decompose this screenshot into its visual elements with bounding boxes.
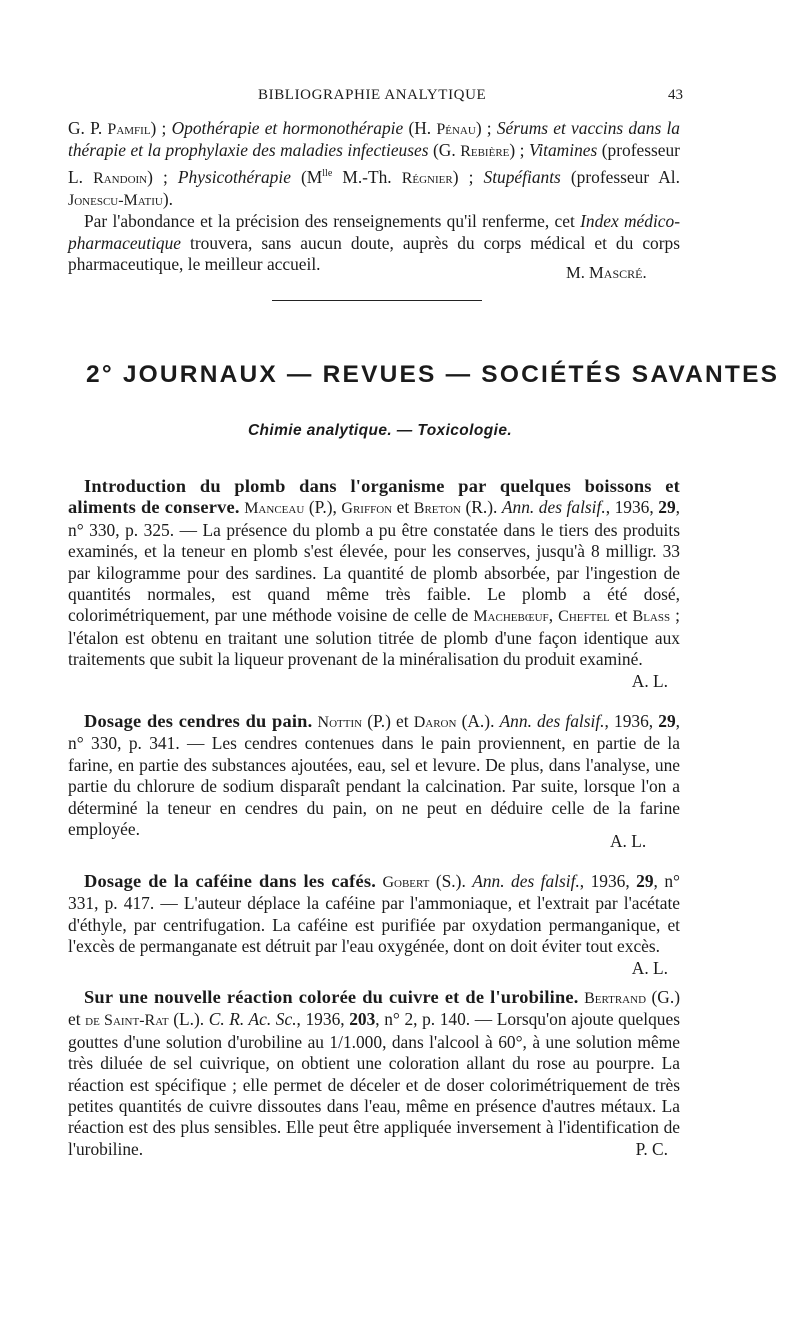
article-body: , xyxy=(548,605,559,626)
author-name: Régnier xyxy=(401,169,453,187)
intro-text: G. P. xyxy=(68,118,108,138)
citation-text: (P.) et xyxy=(362,711,414,731)
chapter-title: Stupéfiants xyxy=(483,166,561,187)
chapter-title: Opothérapie et hormonothérapie xyxy=(171,118,404,138)
author-name: Pénau xyxy=(436,121,476,138)
intro-text: ) ; xyxy=(150,118,172,138)
article-body: L'auteur déplace la caféine par l'ammoniaque, et l'extrait par l'acétate d'éthyle, par centrifugation. La caféine est purifiée par oxydation permanganique, et l'excès de permanganate est détruit par l'eau oxygénée, dont on doit éviter tout excès. xyxy=(68,893,680,957)
author-name: Gobert xyxy=(382,874,430,891)
intro-text: (H. xyxy=(403,118,437,138)
article-title: Introduction du plomb dans l'organisme par quelques boissons et aliments de conserve. xyxy=(68,476,680,518)
author-name: Cheftel xyxy=(558,608,610,626)
volume-number: 29 xyxy=(636,871,654,891)
intro-text: ) ; xyxy=(475,118,497,138)
intro-text: (G. xyxy=(428,140,461,161)
citation-text: , n° 330, p. 325. — xyxy=(68,497,681,540)
volume-number: 203 xyxy=(349,1009,376,1030)
author-name: Nottin xyxy=(317,714,363,731)
superscript: lle xyxy=(322,167,333,179)
intro-text: (professeur Al. xyxy=(560,166,680,187)
intro-text: M.-Th. xyxy=(332,166,402,187)
author-name: Bertrand xyxy=(584,990,647,1007)
article-body: ; l'étalon est obtenu en traitant une solution titrée de plomb d'une façon identique aux traitements que subit la liqueur provenant de la minéralisation du produit examiné. xyxy=(68,605,681,670)
intro-text: (professeur L. xyxy=(68,140,680,187)
reviewer-initials: A. L. xyxy=(610,831,647,851)
citation-text: (S.). xyxy=(429,871,473,891)
chapter-title: Vitamines xyxy=(528,140,598,161)
citation-text: (G.) et xyxy=(68,987,680,1030)
article-lead xyxy=(68,476,680,692)
citation-text: , n° 330, p. 341. — xyxy=(68,711,680,754)
volume-number: 29 xyxy=(658,711,676,731)
citation-text: (P.), xyxy=(304,497,342,518)
article-paragraph xyxy=(68,711,680,840)
citation-text: (R.). xyxy=(460,497,502,518)
subsection-heading: Chimie analytique. — Toxicologie. xyxy=(247,422,513,439)
intro-paragraph-1 xyxy=(68,118,680,211)
article-body: et xyxy=(609,605,633,626)
intro-text: Par l'abondance et la précision des renseignements qu'il renferme, cet xyxy=(84,211,581,232)
citation-text: , n° 331, p. 417. — xyxy=(68,871,680,914)
citation-text: , 1936, xyxy=(605,497,659,518)
author-name: Jonescu-Matiu xyxy=(68,192,163,210)
citation-text: (L.). xyxy=(168,1009,209,1030)
author-name: de Saint-Rat xyxy=(85,1012,169,1030)
article-urobilin xyxy=(68,987,680,1160)
reviewer-initials: A. L. xyxy=(631,957,668,978)
article-paragraph xyxy=(68,476,681,691)
page-number: 43 xyxy=(668,87,683,103)
author-name: Manceau xyxy=(244,500,305,518)
intro-review-block xyxy=(68,118,680,276)
citation-text: , 1936, xyxy=(296,1009,350,1030)
author-name: Griffon xyxy=(341,500,393,518)
article-body: Lorsqu'on ajoute quelques gouttes d'une solution d'urobiline au 1/1.000, dans l'alcool à 60°, à une solution même très diluée de sel cuivrique, on obtient une coloration allant du rose au pourpre. La réaction est spécifique ; elle permet de déceler et de doser colorimétriquement de très petites quantités de cuivre dissoutes dans l'eau, même en présence d'autres métaux. La réaction est des plus sensibles. Elle peut être appliquée inversement à l'identification de l'urobiline. xyxy=(68,1009,680,1159)
article-body: La présence du plomb a pu être constatée dans le tiers des produits examinés, et la teneur en plomb s'est élevée, pour les conserves, jusqu'à 8 milligr. 33 par kilogramme pour des sardines. La quantité de plomb absorbée, par l'ingestion de quantités normales, est quand même très faible. Le plomb a été dosé, colorimétriquement, par une méthode voisine de celle de xyxy=(68,519,680,626)
journal-name: Ann. des falsif. xyxy=(501,497,606,518)
intro-text: ) ; xyxy=(147,166,178,187)
journal-name: Ann. des falsif. xyxy=(472,871,580,891)
article-title: Dosage de la caféine dans les cafés. xyxy=(84,871,376,891)
reviewer-initials: A. L. xyxy=(631,670,668,691)
chapter-title: Physicothérapie xyxy=(177,166,291,187)
reviewer-signature: M. Mascré. xyxy=(566,263,647,282)
intro-text: ) ; xyxy=(452,166,484,187)
citation-text: et xyxy=(392,497,414,518)
author-name: Machebœuf xyxy=(473,608,549,626)
citation-text: (A.). xyxy=(456,711,500,731)
journal-name: Ann. des falsif. xyxy=(499,711,605,731)
citation-text: , 1936, xyxy=(604,711,659,731)
intro-text: ). xyxy=(162,189,173,210)
author-name: Randoin xyxy=(93,169,148,187)
author-name: Blass xyxy=(632,608,671,626)
book-title: Index médico-pharmaceutique xyxy=(68,211,681,253)
author-name: Daron xyxy=(413,714,457,731)
article-title: Sur une nouvelle réaction colorée du cuivre et de l'urobiline. xyxy=(84,987,579,1007)
chapter-title: Sérums et vaccins dans la thérapie et la prophylaxie des maladies infectieuses xyxy=(68,118,680,161)
reviewer-initials: P. C. xyxy=(635,1138,668,1159)
article-caffeine xyxy=(68,871,680,979)
article-paragraph xyxy=(68,871,680,978)
article-body: Les cendres contenues dans le pain proviennent, en partie de la farine, en partie des substances ajoutées, eau, sel et levure. De plus, dans l'analyse, une partie du chlorure de sodium disparaît pendant la calcination. Par suite, lorsque l'on a déterminé la teneur en cendres du pain, on ne peut en déduire celle de la farine employée. xyxy=(68,733,680,840)
article-paragraph xyxy=(68,987,680,1160)
running-title: BIBLIOGRAPHIE ANALYTIQUE xyxy=(258,87,487,103)
author-name: Rebière xyxy=(460,143,510,161)
intro-text: (M xyxy=(290,166,323,187)
intro-text: ) ; xyxy=(509,140,529,161)
author-name: Breton xyxy=(413,500,461,518)
citation-text: , 1936, xyxy=(579,871,637,891)
author-name: Pamfil xyxy=(107,121,151,138)
section-heading: 2° JOURNAUX — REVUES — SOCIÉTÉS SAVANTES xyxy=(86,361,780,388)
volume-number: 29 xyxy=(658,497,676,518)
journal-name: C. R. Ac. Sc. xyxy=(208,1009,297,1030)
section-divider xyxy=(272,300,482,301)
article-title: Dosage des cendres du pain. xyxy=(84,711,313,731)
citation-text: , n° 2, p. 140. — xyxy=(375,1009,497,1030)
article-bread-ash xyxy=(68,711,680,840)
intro-text: trouvera, sans aucun doute, auprès du corps médical et du corps pharmaceutique, le meilleur accueil. xyxy=(68,232,680,275)
